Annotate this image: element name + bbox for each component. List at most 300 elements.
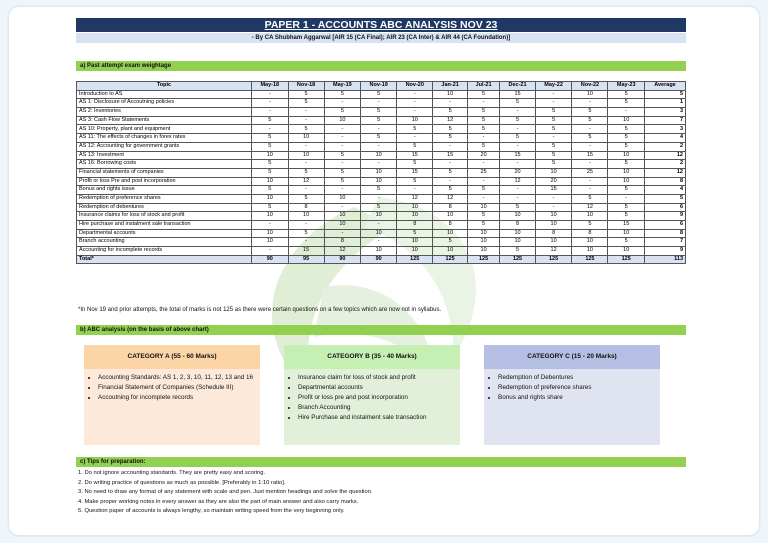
average-cell: 4: [644, 186, 685, 195]
marks-cell: 10: [324, 212, 361, 221]
total-cell: 125: [608, 255, 645, 264]
tip-item: 4. Make proper working notes in every answer as they are also the part of main answer and also carry marks.: [78, 498, 359, 505]
category-item: • Financial Statement of Companies (Schedule III): [98, 384, 254, 392]
topic-cell: AS 11: The effects of changes in forex rates: [77, 134, 252, 143]
marks-cell: -: [252, 90, 289, 99]
marks-cell: 5: [361, 116, 397, 125]
tip-item: 5. Question paper of accounts is always lengthy, so maintain writing speed from the very beginning only.: [78, 508, 345, 515]
marks-cell: 5: [572, 108, 608, 117]
marks-cell: -: [500, 194, 536, 203]
total-cell: 125: [433, 255, 468, 264]
marks-cell: -: [535, 90, 572, 99]
marks-cell: 10: [467, 247, 499, 256]
marks-cell: 5: [467, 125, 499, 134]
marks-cell: 10: [324, 194, 361, 203]
marks-cell: -: [324, 142, 361, 151]
table-row: [77, 108, 686, 117]
marks-cell: 10: [467, 203, 499, 212]
total-cell: 125: [572, 255, 608, 264]
marks-cell: 12: [433, 194, 468, 203]
table-row: [77, 229, 686, 238]
average-cell: 1: [644, 99, 685, 108]
marks-cell: -: [324, 186, 361, 195]
marks-cell: 5: [467, 90, 499, 99]
marks-cell: -: [288, 160, 324, 169]
total-row: [77, 255, 686, 264]
marks-cell: 5: [288, 194, 324, 203]
topic-cell: Redemption of preference shares: [77, 194, 252, 203]
marks-cell: 5: [608, 90, 645, 99]
topic-cell: Insurance claims for loss of stock and profit: [77, 212, 252, 221]
marks-cell: 20: [500, 168, 536, 177]
total-cell: 125: [467, 255, 499, 264]
total-cell: 125: [535, 255, 572, 264]
marks-cell: 5: [252, 168, 289, 177]
category-c-title: CATEGORY C (15 - 20 Marks): [484, 345, 660, 369]
table-row: [77, 168, 686, 177]
column-header: Jan-21: [433, 82, 468, 91]
average-cell: 8: [644, 177, 685, 186]
marks-cell: 5: [252, 186, 289, 195]
marks-cell: 10: [252, 194, 289, 203]
marks-cell: 10: [467, 238, 499, 247]
topic-cell: AS 3: Cash Flow Statements: [77, 116, 252, 125]
tip-item: 1. Do not ignore accounting standards. They are pretty easy and scoring.: [78, 470, 266, 476]
marks-cell: -: [324, 229, 361, 238]
average-cell: 7: [644, 238, 685, 247]
marks-cell: -: [535, 203, 572, 212]
marks-cell: 10: [288, 212, 324, 221]
marks-cell: 5: [252, 134, 289, 143]
category-item: • Bonus and rights share: [498, 394, 654, 402]
topic-cell: AS 2: Inventories: [77, 108, 252, 117]
marks-cell: 5: [324, 90, 361, 99]
total-cell: 90: [324, 255, 361, 264]
marks-cell: 10: [433, 229, 468, 238]
marks-cell: 5: [252, 142, 289, 151]
marks-cell: 5: [361, 90, 397, 99]
marks-cell: 10: [535, 168, 572, 177]
marks-cell: 5: [288, 168, 324, 177]
marks-cell: 5: [252, 116, 289, 125]
table-row: [77, 116, 686, 125]
marks-cell: 8: [572, 229, 608, 238]
marks-cell: 10: [572, 238, 608, 247]
marks-cell: 10: [361, 229, 397, 238]
marks-cell: 5: [361, 134, 397, 143]
table-row: [77, 134, 686, 143]
marks-cell: 5: [252, 160, 289, 169]
weightage-table: [76, 81, 686, 264]
column-header: May-22: [535, 82, 572, 91]
marks-cell: -: [361, 142, 397, 151]
category-a-title: CATEGORY A (55 - 60 Marks): [84, 345, 260, 369]
marks-cell: 5: [324, 177, 361, 186]
average-cell: 5: [644, 194, 685, 203]
marks-cell: 10: [572, 212, 608, 221]
category-a-list: [84, 369, 260, 402]
average-cell: 9: [644, 247, 685, 256]
marks-cell: 5: [397, 142, 433, 151]
marks-cell: 5: [500, 247, 536, 256]
marks-cell: -: [361, 125, 397, 134]
marks-cell: 5: [608, 142, 645, 151]
column-header: Dec-21: [500, 82, 536, 91]
marks-cell: 5: [608, 186, 645, 195]
table-row: [77, 186, 686, 195]
marks-cell: 5: [433, 238, 468, 247]
marks-cell: 8: [288, 203, 324, 212]
marks-cell: 10: [397, 212, 433, 221]
marks-cell: -: [467, 134, 499, 143]
table-body: [77, 90, 686, 264]
marks-cell: -: [433, 99, 468, 108]
column-header: May-23: [608, 82, 645, 91]
column-header: May-18: [252, 82, 289, 91]
marks-cell: 10: [252, 177, 289, 186]
marks-cell: -: [608, 194, 645, 203]
marks-cell: -: [467, 177, 499, 186]
marks-cell: 20: [467, 151, 499, 160]
marks-cell: 5: [608, 238, 645, 247]
marks-cell: -: [361, 160, 397, 169]
table-row: [77, 247, 686, 256]
marks-cell: 5: [433, 134, 468, 143]
marks-cell: -: [535, 99, 572, 108]
marks-cell: 5: [467, 212, 499, 221]
table-header-row: [77, 82, 686, 91]
column-header: Nov-19: [361, 82, 397, 91]
average-cell: 3: [644, 108, 685, 117]
marks-cell: -: [535, 134, 572, 143]
marks-cell: 10: [252, 238, 289, 247]
total-label: Total*: [77, 255, 252, 264]
marks-cell: -: [252, 99, 289, 108]
marks-cell: 5: [500, 116, 536, 125]
marks-cell: 10: [467, 229, 499, 238]
marks-cell: 15: [500, 90, 536, 99]
author-byline: - By CA Shubham Aggarwal [AIR 15 (CA Final); AIR 23 (CA Inter) & AIR 44 (CA Foundation)]: [76, 33, 686, 43]
table-row: [77, 142, 686, 151]
marks-cell: 10: [324, 221, 361, 230]
marks-cell: -: [252, 247, 289, 256]
column-header: Average: [644, 82, 685, 91]
average-cell: 8: [644, 229, 685, 238]
marks-cell: 5: [361, 203, 397, 212]
marks-cell: 12: [433, 116, 468, 125]
average-cell: 12: [644, 151, 685, 160]
table-row: [77, 151, 686, 160]
column-header: Topic: [77, 82, 252, 91]
total-cell: 95: [288, 255, 324, 264]
marks-cell: 15: [608, 221, 645, 230]
marks-cell: -: [500, 125, 536, 134]
marks-cell: 5: [397, 160, 433, 169]
total-cell: 125: [500, 255, 536, 264]
marks-cell: -: [397, 99, 433, 108]
tip-item: 3. No need to draw any format of any statement with scale and pen. Just mention headings and solve the question.: [78, 489, 373, 496]
marks-cell: -: [252, 125, 289, 134]
marks-cell: 10: [288, 134, 324, 143]
marks-cell: -: [324, 134, 361, 143]
marks-cell: 8: [535, 229, 572, 238]
marks-cell: 15: [397, 168, 433, 177]
category-b-box: [284, 345, 460, 445]
average-cell: 5: [644, 90, 685, 99]
marks-cell: 5: [433, 125, 468, 134]
marks-cell: 10: [608, 177, 645, 186]
marks-cell: 5: [467, 186, 499, 195]
marks-cell: 10: [572, 247, 608, 256]
marks-cell: 5: [572, 116, 608, 125]
marks-cell: 5: [467, 221, 499, 230]
table-row: [77, 203, 686, 212]
section-b-heading: b) ABC analysis (on the basis of above chart): [76, 325, 686, 335]
category-a-box: [84, 345, 260, 445]
topic-cell: Profit or loss Pre and post incorporation: [77, 177, 252, 186]
marks-cell: 5: [572, 221, 608, 230]
marks-cell: 10: [252, 212, 289, 221]
marks-cell: 5: [500, 99, 536, 108]
marks-cell: 5: [608, 125, 645, 134]
marks-cell: -: [288, 108, 324, 117]
marks-cell: 5: [572, 194, 608, 203]
syllabus-note: *In Nov 19 and prior attempts, the total of marks is not 125 as there were certain questions on a few topics which are now not in syllabus.: [78, 307, 442, 313]
marks-cell: -: [361, 221, 397, 230]
marks-cell: -: [572, 125, 608, 134]
table-row: [77, 221, 686, 230]
total-cell: 113: [644, 255, 685, 264]
topic-cell: Redemption of debentures: [77, 203, 252, 212]
marks-cell: -: [397, 186, 433, 195]
marks-cell: -: [252, 221, 289, 230]
category-c-list: [484, 369, 660, 402]
column-header: Nov-20: [397, 82, 433, 91]
marks-cell: -: [500, 160, 536, 169]
marks-cell: -: [288, 221, 324, 230]
average-cell: 4: [644, 134, 685, 143]
marks-cell: 5: [324, 151, 361, 160]
average-cell: 3: [644, 125, 685, 134]
marks-cell: -: [324, 125, 361, 134]
marks-cell: 10: [361, 212, 397, 221]
marks-cell: 10: [397, 116, 433, 125]
marks-cell: 5: [608, 212, 645, 221]
marks-cell: 5: [288, 125, 324, 134]
category-item: • Branch Accounting: [298, 404, 454, 412]
marks-cell: 5: [535, 151, 572, 160]
marks-cell: 10: [433, 212, 468, 221]
marks-cell: -: [361, 194, 397, 203]
marks-cell: 10: [361, 177, 397, 186]
marks-cell: -: [433, 177, 468, 186]
marks-cell: 8: [500, 221, 536, 230]
table-row: [77, 238, 686, 247]
table-row: [77, 194, 686, 203]
total-cell: 90: [361, 255, 397, 264]
marks-cell: 5: [535, 142, 572, 151]
marks-cell: 10: [608, 247, 645, 256]
marks-cell: 5: [535, 125, 572, 134]
marks-cell: 5: [288, 229, 324, 238]
marks-cell: -: [572, 177, 608, 186]
marks-cell: 10: [535, 221, 572, 230]
marks-cell: 8: [324, 238, 361, 247]
marks-cell: 15: [572, 151, 608, 160]
marks-cell: 10: [500, 229, 536, 238]
marks-cell: 5: [535, 160, 572, 169]
marks-cell: 15: [397, 151, 433, 160]
marks-cell: -: [608, 108, 645, 117]
marks-cell: 10: [608, 168, 645, 177]
marks-cell: -: [288, 186, 324, 195]
marks-cell: 10: [324, 116, 361, 125]
table-row: [77, 212, 686, 221]
marks-cell: -: [500, 142, 536, 151]
marks-cell: -: [288, 238, 324, 247]
marks-cell: -: [467, 194, 499, 203]
topic-cell: Introduction to AS: [77, 90, 252, 99]
marks-cell: 5: [324, 168, 361, 177]
category-item: • Redemption of preference shares: [498, 384, 654, 392]
marks-cell: 5: [535, 116, 572, 125]
average-cell: 2: [644, 160, 685, 169]
marks-cell: 10: [397, 238, 433, 247]
marks-cell: 5: [288, 90, 324, 99]
marks-cell: -: [397, 90, 433, 99]
column-header: Nov-18: [288, 82, 324, 91]
marks-cell: 8: [433, 221, 468, 230]
average-cell: 6: [644, 203, 685, 212]
category-item: • Departmental accounts: [298, 384, 454, 392]
marks-cell: 10: [433, 90, 468, 99]
marks-cell: -: [500, 108, 536, 117]
marks-cell: 12: [397, 194, 433, 203]
marks-cell: 15: [288, 247, 324, 256]
total-cell: 90: [252, 255, 289, 264]
marks-cell: -: [324, 160, 361, 169]
marks-cell: -: [397, 134, 433, 143]
marks-cell: 5: [433, 108, 468, 117]
marks-cell: 10: [288, 151, 324, 160]
marks-cell: 8: [397, 221, 433, 230]
marks-cell: 10: [397, 203, 433, 212]
topic-cell: AS 10: Property, plant and equipment: [77, 125, 252, 134]
category-b-list: [284, 369, 460, 422]
section-a-heading: a) Past attempt exam weightage: [76, 61, 686, 71]
marks-cell: -: [433, 160, 468, 169]
category-item: • Accoutning for incomplete records: [98, 394, 254, 402]
marks-cell: -: [572, 160, 608, 169]
marks-cell: 15: [500, 151, 536, 160]
table-row: [77, 90, 686, 99]
marks-cell: -: [500, 186, 536, 195]
marks-cell: -: [572, 142, 608, 151]
marks-cell: 5: [397, 229, 433, 238]
marks-cell: 10: [572, 90, 608, 99]
marks-cell: -: [324, 99, 361, 108]
marks-cell: -: [288, 142, 324, 151]
marks-cell: 10: [361, 168, 397, 177]
marks-cell: 5: [535, 108, 572, 117]
marks-cell: 5: [397, 177, 433, 186]
table-row: [77, 160, 686, 169]
average-cell: 6: [644, 221, 685, 230]
marks-cell: 8: [433, 203, 468, 212]
average-cell: 12: [644, 168, 685, 177]
tips-list: [78, 469, 373, 517]
marks-cell: 10: [361, 151, 397, 160]
marks-cell: 10: [608, 229, 645, 238]
average-cell: 7: [644, 116, 685, 125]
marks-cell: -: [361, 99, 397, 108]
marks-cell: 5: [288, 99, 324, 108]
topic-cell: Departmental accounts: [77, 229, 252, 238]
tip-item: 2. Do writing practice of questions as much as possible. [Preferably in 1:10 ratio].: [78, 479, 286, 486]
marks-cell: 12: [535, 247, 572, 256]
marks-cell: 5: [608, 134, 645, 143]
column-header: Jul-21: [467, 82, 499, 91]
section-c-heading: c) Tips for preparation:: [76, 457, 686, 467]
marks-cell: 10: [252, 229, 289, 238]
marks-cell: 5: [467, 142, 499, 151]
marks-cell: 5: [572, 134, 608, 143]
marks-cell: -: [572, 99, 608, 108]
marks-cell: 10: [535, 238, 572, 247]
marks-cell: -: [324, 203, 361, 212]
marks-cell: -: [467, 99, 499, 108]
topic-cell: Bonus and rights issue: [77, 186, 252, 195]
column-header: Nov-22: [572, 82, 608, 91]
marks-cell: 10: [608, 116, 645, 125]
marks-cell: 10: [433, 247, 468, 256]
topic-cell: AS 12: Accounting for government grants: [77, 142, 252, 151]
marks-cell: -: [433, 142, 468, 151]
marks-cell: 12: [324, 247, 361, 256]
marks-cell: -: [572, 186, 608, 195]
marks-cell: 15: [433, 151, 468, 160]
table-row: [77, 99, 686, 108]
marks-cell: 10: [500, 212, 536, 221]
marks-cell: 5: [500, 203, 536, 212]
marks-cell: -: [397, 108, 433, 117]
marks-cell: 25: [467, 168, 499, 177]
category-item: • Hire Purchase and instalment sale transaction: [298, 414, 454, 422]
marks-cell: 10: [252, 151, 289, 160]
marks-cell: 12: [572, 203, 608, 212]
topic-cell: AS 1: Disclosure of Accoutning policies: [77, 99, 252, 108]
marks-cell: -: [252, 108, 289, 117]
marks-cell: 5: [397, 125, 433, 134]
marks-cell: 5: [500, 134, 536, 143]
table-row: [77, 125, 686, 134]
marks-cell: 10: [397, 247, 433, 256]
marks-cell: -: [361, 238, 397, 247]
marks-cell: 12: [500, 177, 536, 186]
table-row: [77, 177, 686, 186]
marks-cell: 10: [500, 238, 536, 247]
topic-cell: Hire purchase and instalment sale transaction: [77, 221, 252, 230]
marks-cell: 20: [535, 177, 572, 186]
total-cell: 125: [397, 255, 433, 264]
marks-cell: 5: [324, 108, 361, 117]
average-cell: 9: [644, 212, 685, 221]
category-item: • Insurance claim for loss of stock and profit: [298, 374, 454, 382]
category-c-box: [484, 345, 660, 445]
marks-cell: 5: [608, 203, 645, 212]
marks-cell: 10: [535, 212, 572, 221]
marks-cell: -: [467, 160, 499, 169]
